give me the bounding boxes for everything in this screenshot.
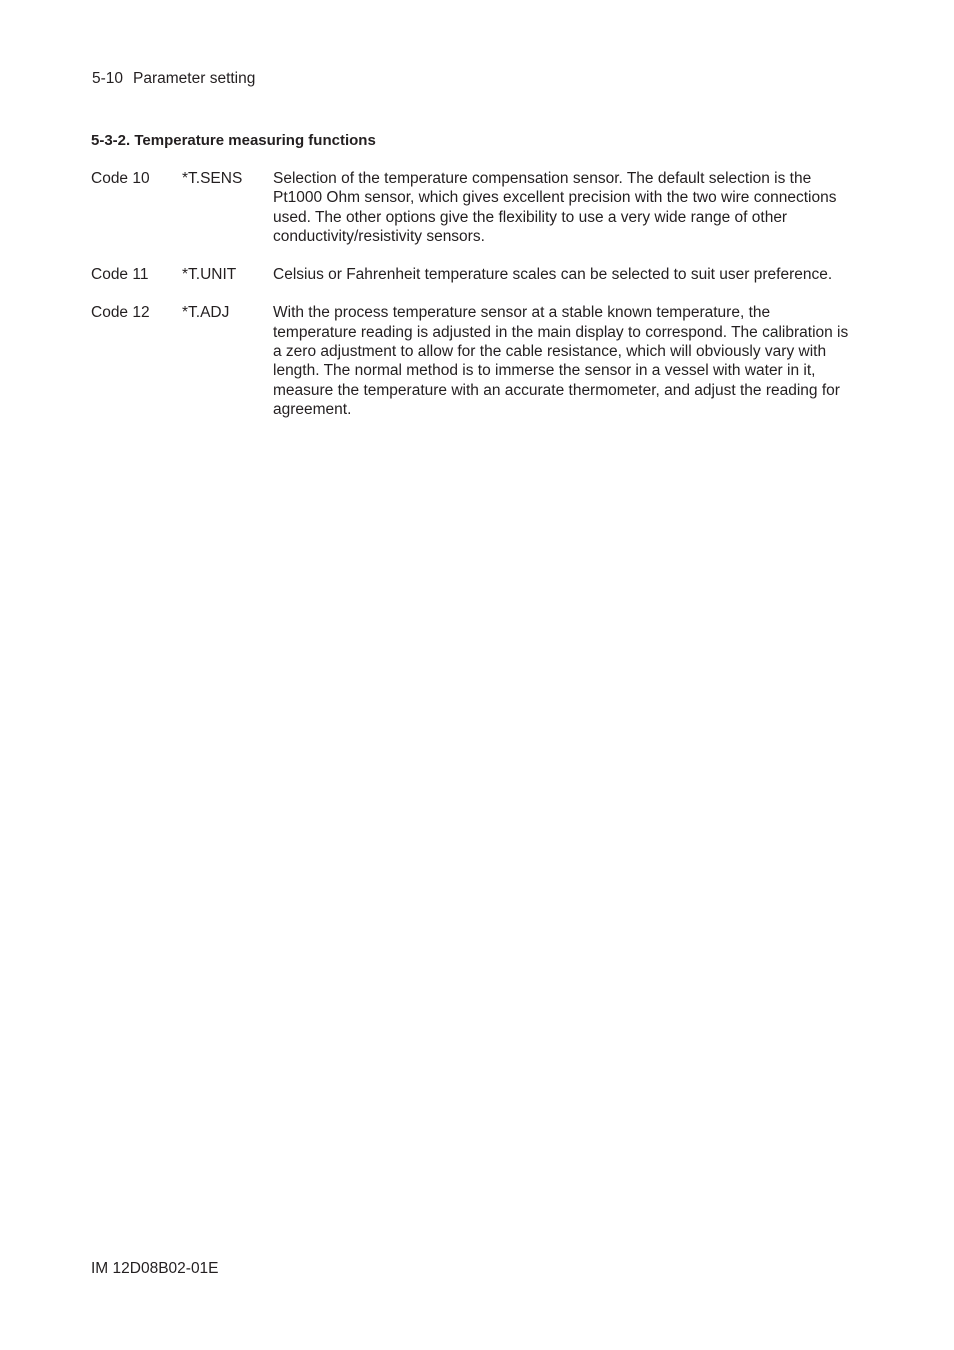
section-title: 5-3-2. Temperature measuring functions [91, 132, 376, 149]
parameter-code: Code 12 [91, 304, 150, 322]
parameter-name: *T.SENS [182, 170, 243, 187]
parameter-name: *T.UNIT [182, 266, 237, 284]
page-header [92, 69, 255, 88]
parameter-row-code-12 [91, 303, 851, 419]
parameter-name: *T.ADJ [182, 304, 230, 322]
parameter-code: Code 10 [91, 170, 150, 187]
chapter-title: Parameter setting [133, 70, 256, 87]
parameter-code: Code 11 [91, 266, 149, 284]
parameter-list [91, 169, 851, 419]
parameter-description: With the process temperature sensor at a stable known temperature, the temperature reading is adjusted in the main display to correspond. The calibration is a zero adjustment to allow for the cable resistance, which will obviously vary with length. The normal method is to immerse the sensor in a vessel with water in it, measure the temperature with an accurate thermometer, and adjust the reading for agreement. [273, 304, 849, 418]
document-id: IM 12D08B02-01E [91, 1260, 219, 1277]
parameter-description: Celsius or Fahrenheit temperature scales can be selected to suit user preference. [273, 266, 833, 284]
parameter-row-code-11 [91, 265, 851, 284]
parameter-row-code-10 [91, 169, 851, 246]
parameter-description: Selection of the temperature compensation sensor. The default selection is the Pt1000 Ohm sensor, which gives excellent precision with the two wire connections used. The other options give the flexibility to use a very wide range of other conductivity/resistivity sensors. [273, 170, 837, 245]
page-number: 5-10 [92, 70, 124, 87]
